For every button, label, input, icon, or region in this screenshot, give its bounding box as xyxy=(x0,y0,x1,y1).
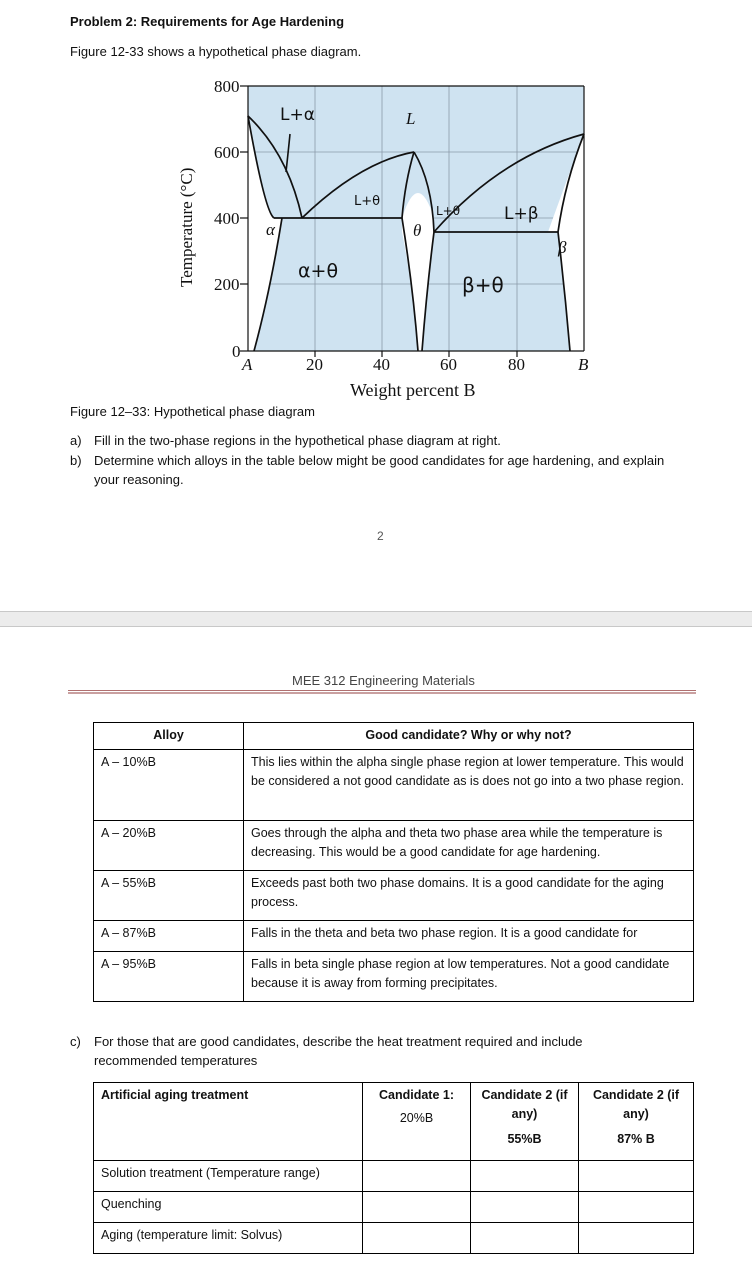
problem-heading: Problem 2: Requirements for Age Hardening xyxy=(70,14,345,29)
page-number: 2 xyxy=(377,529,384,543)
handwritten-l-beta: L+β xyxy=(504,204,539,224)
y-tick-label: 0 xyxy=(232,342,241,361)
candidate-2-title: Candidate 2 (if any) xyxy=(481,1088,568,1121)
x-tick-label: 60 xyxy=(440,355,457,374)
question-b-text-cont: your reasoning. xyxy=(94,472,184,487)
empty-cell xyxy=(363,1223,471,1254)
question-b-marker: b) xyxy=(70,453,82,468)
x-tick-label: 80 xyxy=(508,355,525,374)
answer-cell: Exceeds past both two phase domains. It is a good candidate for the aging process. xyxy=(244,871,694,921)
table-header-answer: Good candidate? Why or why not? xyxy=(244,723,694,750)
empty-cell xyxy=(363,1192,471,1223)
y-tick-label: 800 xyxy=(214,77,240,96)
alloy-cell: A – 20%B xyxy=(94,821,244,871)
candidate-2-head xyxy=(471,1083,579,1161)
page-gap xyxy=(0,611,752,627)
handwritten-l-theta-right: L+θ xyxy=(436,204,461,218)
x-axis-end-b: B xyxy=(578,355,589,374)
table-row xyxy=(94,921,694,952)
answer-cell: Goes through the alpha and theta two phase area while the temperature is decreasing. This would be a good candidate for age hardening. xyxy=(244,821,694,871)
table-row xyxy=(94,1161,694,1192)
label-beta: β xyxy=(558,238,567,257)
treatment-step: Quenching xyxy=(94,1192,363,1223)
candidate-3-value: 87% B xyxy=(617,1132,655,1146)
y-axis-label: Temperature (°C) xyxy=(177,167,196,287)
answer-cell: This lies within the alpha single phase region at lower temperature. This would be considered a not good candidate as is does not go into a two phase region. xyxy=(244,750,694,821)
label-alpha: α xyxy=(266,220,275,239)
table-row xyxy=(94,952,694,1002)
table-row xyxy=(94,750,694,821)
question-b-text: Determine which alloys in the table below might be good candidates for age hardening, and explain xyxy=(94,453,665,468)
handwritten-l-theta-left: L+θ xyxy=(354,194,381,209)
empty-cell xyxy=(471,1223,579,1254)
empty-cell xyxy=(579,1192,694,1223)
x-tick-label: 40 xyxy=(373,355,390,374)
header-rule-shadow xyxy=(68,692,696,694)
question-c-text-cont: recommended temperatures xyxy=(94,1053,258,1068)
empty-cell xyxy=(579,1223,694,1254)
table-row xyxy=(94,1192,694,1223)
header-rule xyxy=(68,690,696,691)
question-a-text: Fill in the two-phase regions in the hypothetical phase diagram at right. xyxy=(94,433,501,448)
treatment-head-label: Artificial aging treatment xyxy=(94,1083,363,1161)
empty-cell xyxy=(471,1192,579,1223)
table-row xyxy=(94,821,694,871)
question-c-text: For those that are good candidates, describe the heat treatment required and include xyxy=(94,1034,583,1049)
y-tick-label: 600 xyxy=(214,143,240,162)
page-header: MEE 312 Engineering Materials xyxy=(292,673,475,688)
figure-caption: Figure 12–33: Hypothetical phase diagram xyxy=(70,404,315,419)
candidate-1-title: Candidate 1: xyxy=(378,1088,454,1102)
label-liquid: L xyxy=(406,109,416,128)
candidate-1-value: 20%B xyxy=(399,1111,434,1125)
handwritten-beta-theta: β+θ xyxy=(462,273,504,297)
empty-cell xyxy=(579,1161,694,1192)
empty-cell xyxy=(471,1161,579,1192)
treatment-step: Solution treatment (Temperature range) xyxy=(94,1161,363,1192)
intro-text: Figure 12-33 shows a hypothetical phase diagram. xyxy=(70,44,362,59)
alloy-cell: A – 95%B xyxy=(94,952,244,1002)
table-header-alloy: Alloy xyxy=(94,723,244,750)
handwritten-l-alpha: L+α xyxy=(280,105,315,125)
question-a-marker: a) xyxy=(70,433,82,448)
handwritten-alpha-theta: α+θ xyxy=(298,260,339,282)
x-axis-label: Weight percent B xyxy=(350,380,476,400)
alloy-cell: A – 87%B xyxy=(94,921,244,952)
candidate-1-head xyxy=(363,1083,471,1161)
answer-cell: Falls in the theta and beta two phase region. It is a good candidate for xyxy=(244,921,694,952)
phase-diagram xyxy=(170,72,610,402)
treatment-table xyxy=(93,1082,694,1254)
candidate-3-title: Candidate 2 (if any) xyxy=(592,1088,680,1121)
x-tick-label: 20 xyxy=(306,355,323,374)
alloy-cell: A – 10%B xyxy=(94,750,244,821)
x-axis-end-a: A xyxy=(242,355,253,374)
candidate-3-head xyxy=(579,1083,694,1161)
alloy-table xyxy=(93,722,694,1002)
y-tick-label: 200 xyxy=(214,275,240,294)
alloy-cell: A – 55%B xyxy=(94,871,244,921)
empty-cell xyxy=(363,1161,471,1192)
question-c-marker: c) xyxy=(70,1034,81,1049)
answer-cell: Falls in beta single phase region at low temperatures. Not a good candidate because it is away from forming precipitates. xyxy=(244,952,694,1002)
y-tick-label: 400 xyxy=(214,209,240,228)
table-row xyxy=(94,1223,694,1254)
table-row xyxy=(94,871,694,921)
treatment-step: Aging (temperature limit: Solvus) xyxy=(94,1223,363,1254)
candidate-2-value: 55%B xyxy=(507,1132,542,1146)
label-theta: θ xyxy=(413,221,422,240)
